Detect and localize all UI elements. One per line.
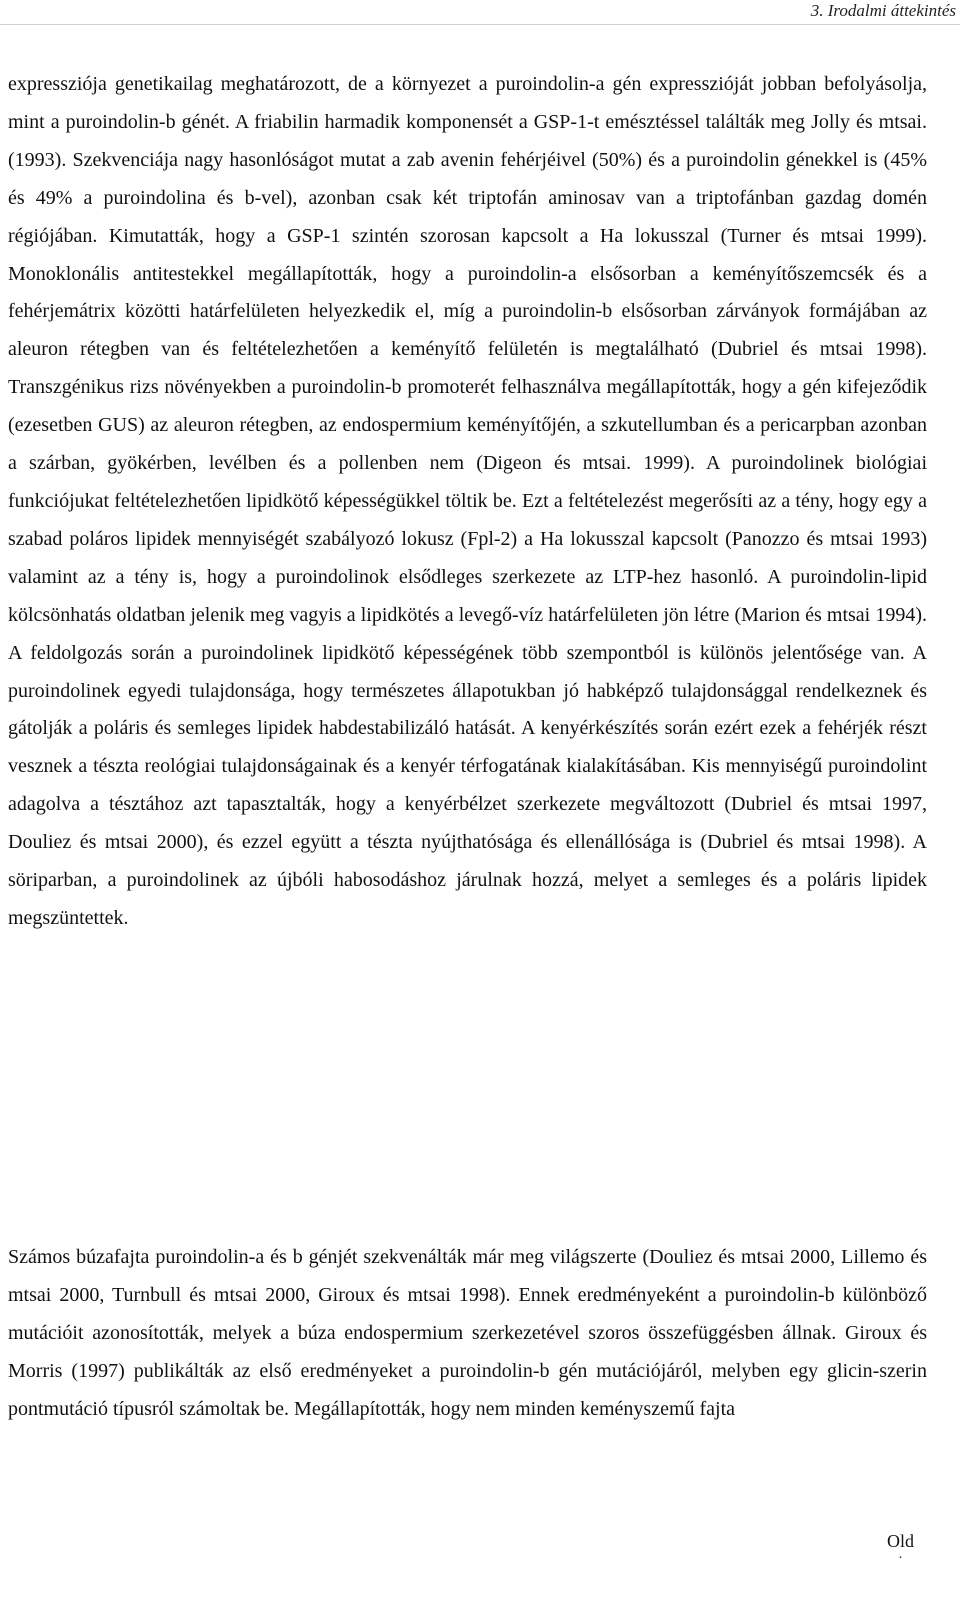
- page-number: [887, 1531, 914, 1562]
- page-number-dot: .: [898, 1547, 903, 1562]
- section-title: 3. Irodalmi áttekintés: [810, 1, 956, 20]
- body-paragraph-2: Számos búzafajta puroindolin-a és b génjét szekvenálták már meg világszerte (Douliez és mtsai 2000, Lillemo és mtsai 2000, Turnbull és mtsai 2000, Giroux és mtsai 1998). Ennek eredményeként a puroindolin-b különböző mutációit azonosították, melyek a búza endospermium szerkezetével szoros összefüggésben állnak. Giroux és Morris (1997) publikálták az első eredményeket a puroindolin-b gén mutációjáról, melyben egy glicin-szerin pontmutáció típusról számoltak be. Megállapították, hogy nem minden keményszemű fajta: [8, 1246, 927, 1420]
- page-number-label: Old: [887, 1531, 914, 1551]
- running-header: [0, 0, 960, 25]
- body-paragraph-1: expressziója genetikailag meghatározott, de a környezet a puroindolin-a gén expresszióját jobban befolyásolja, mint a puroindolin-b génét. A friabilin harmadik komponensét a GSP-1-t emésztéssel találták meg Jolly és mtsai. (1993). Szekvenciája nagy hasonlóságot mutat a zab avenin fehérjéivel (50%) és a puroindolin génekkel is (45% és 49% a puroindolina és b-vel), azonban csak két triptofán aminosav van a triptofánban gazdag domén régiójában. Kimutatták, hogy a GSP-1 szintén szorosan kapcsolt a Ha lokusszal (Turner és mtsai 1999). Monoklonális antitestekkel megállapították, hogy a puroindolin-a elsősorban a keményítőszemcsék és a fehérjemátrix közötti határfelületen helyezkedik el, míg a puroindolin-b elsősorban zárványok formájában az aleuron rétegben van és feltételezhetően a keményítő felületén is megtalálható (Dubriel és mtsai 1998). Transzgénikus rizs növényekben a puroindolin-b promoterét felhasználva megállapították, hogy a gén kifejeződik (ezesetben GUS) az aleuron rétegben, az endospermium keményítőjén, a szkutellumban és a pericarpban azonban a szárban, gyökérben, levélben és a pollenben nem (Digeon és mtsai. 1999). A puroindolinek biológiai funkciójukat feltételezhetően lipidkötő képességükkel töltik be. Ezt a feltételezést megerősíti az a tény, hogy egy a szabad poláros lipidek mennyiségét szabályozó lokusz (Fpl-2) a Ha lokusszal kapcsolt (Panozzo és mtsai 1993) valamint az a tény is, hogy a puroindolinok elsődleges szerkezete az LTP-hez hasonló. A puroindolin-lipid kölcsönhatás oldatban jelenik meg vagyis a lipidkötés a levegő-víz határfelületen jön létre (Marion és mtsai 1994). A feldolgozás során a puroindolinek lipidkötő képességének több szempontból is különös jelentősége van. A puroindolinek egyedi tulajdonsága, hogy természetes állapotukban jó habképző tulajdonsággal rendelkeznek és gátolják a poláris és semleges lipidek habdestabilizáló hatását. A kenyérkészítés során ezért ezek a fehérjék részt vesznek a tészta reológiai tulajdonságainak és a kenyér térfogatának kialakításában. Kis mennyiségű puroindolint adagolva a tésztához azt tapasztalták, hogy a kenyérbélzet szerkezete megváltozott (Dubriel és mtsai 1997, Douliez és mtsai 2000), és ezzel együtt a tészta nyújthatósága és ellenállósága is (Dubriel és mtsai 1998). A söriparban, a puroindolinek az újbóli habosodáshoz járulnak hozzá, melyet a semleges és a poláris lipidek megszüntettek.: [8, 73, 927, 929]
